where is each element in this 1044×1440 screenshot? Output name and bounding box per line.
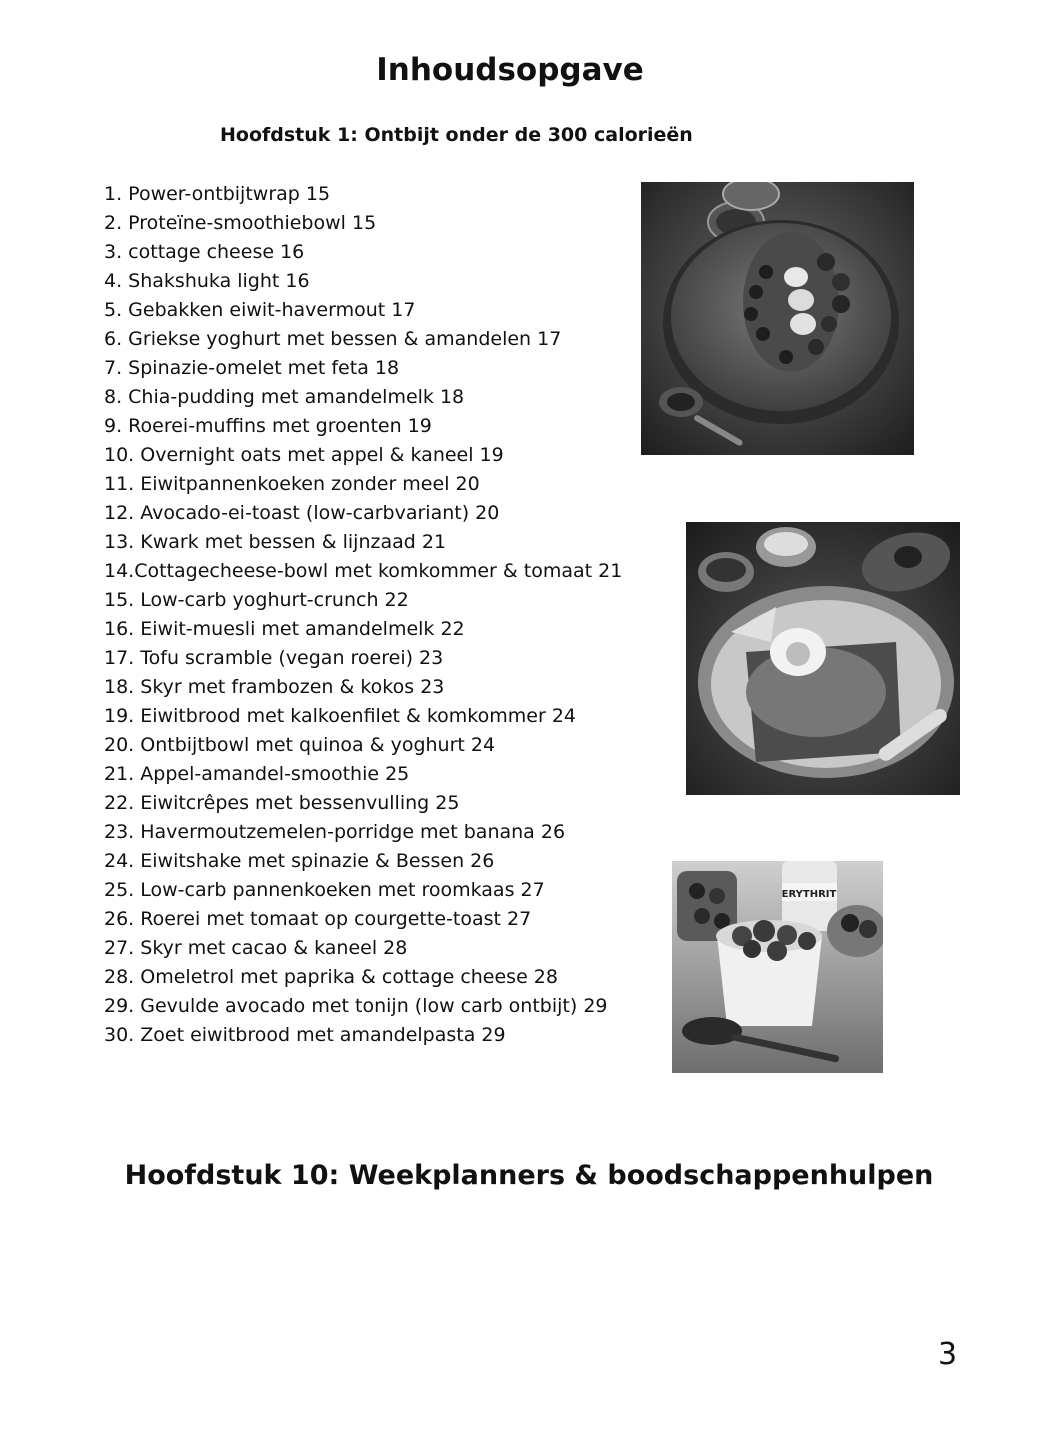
toc-item: 23. Havermoutzemelen-porridge met banana 26	[104, 821, 566, 843]
toc-item: 6. Griekse yoghurt met bessen & amandelen 17	[104, 328, 562, 350]
toc-item: 30. Zoet eiwitbrood met amandelpasta 29	[104, 1024, 506, 1046]
toc-item: 25. Low-carb pannenkoeken met roomkaas 27	[104, 879, 545, 901]
toc-item: 8. Chia-pudding met amandelmelk 18	[104, 386, 465, 408]
avocado-toast-photo	[686, 522, 960, 795]
toc-item: 14.Cottagecheese-bowl met komkommer & tomaat 21	[104, 560, 623, 582]
toc-item: 28. Omeletrol met paprika & cottage cheese 28	[104, 966, 558, 988]
toc-item: 12. Avocado-ei-toast (low-carbvariant) 20	[104, 502, 500, 524]
toc-item: 18. Skyr met frambozen & kokos 23	[104, 676, 445, 698]
toc-item: 24. Eiwitshake met spinazie & Bessen 26	[104, 850, 495, 872]
toc-item: 15. Low-carb yoghurt-crunch 22	[104, 589, 409, 611]
toc-item: 2. Proteïne-smoothiebowl 15	[104, 212, 377, 234]
toc-item: 21. Appel-amandel-smoothie 25	[104, 763, 410, 785]
toc-item: 26. Roerei met tomaat op courgette-toast 27	[104, 908, 532, 930]
table-of-contents	[104, 180, 622, 1050]
toc-item: 19. Eiwitbrood met kalkoenfilet & komkommer 24	[104, 705, 576, 727]
toc-item: 3. cottage cheese 16	[104, 241, 305, 263]
toc-item: 29. Gevulde avocado met tonijn (low carb ontbijt) 29	[104, 995, 608, 1017]
chapter-1-heading: Hoofdstuk 1: Ontbijt onder de 300 calorieën	[220, 124, 693, 146]
smoothie-bowl-photo	[641, 182, 914, 455]
page-title: Inhoudsopgave	[376, 52, 644, 88]
page-number: 3	[938, 1337, 958, 1372]
toc-item: 5. Gebakken eiwit-havermout 17	[104, 299, 416, 321]
toc-item: 10. Overnight oats met appel & kaneel 19	[104, 444, 504, 466]
toc-item: 9. Roerei-muffins met groenten 19	[104, 415, 432, 437]
toc-item: 7. Spinazie-omelet met feta 18	[104, 357, 400, 379]
toc-item: 17. Tofu scramble (vegan roerei) 23	[104, 647, 444, 669]
toc-item: 16. Eiwit-muesli met amandelmelk 22	[104, 618, 465, 640]
toc-item: 13. Kwark met bessen & lijnzaad 21	[104, 531, 447, 553]
toc-item: 4. Shakshuka light 16	[104, 270, 310, 292]
erythrit-jar-label: ERYTHRIT	[781, 889, 837, 900]
skyr-berries-photo	[672, 861, 883, 1073]
toc-item: 1. Power-ontbijtwrap 15	[104, 183, 331, 205]
toc-item: 22. Eiwitcrêpes met bessenvulling 25	[104, 792, 460, 814]
toc-item: 27. Skyr met cacao & kaneel 28	[104, 937, 408, 959]
toc-item: 20. Ontbijtbowl met quinoa & yoghurt 24	[104, 734, 496, 756]
chapter-10-heading: Hoofdstuk 10: Weekplanners & boodschappenhulpen	[124, 1160, 934, 1191]
toc-item: 11. Eiwitpannenkoeken zonder meel 20	[104, 473, 480, 495]
